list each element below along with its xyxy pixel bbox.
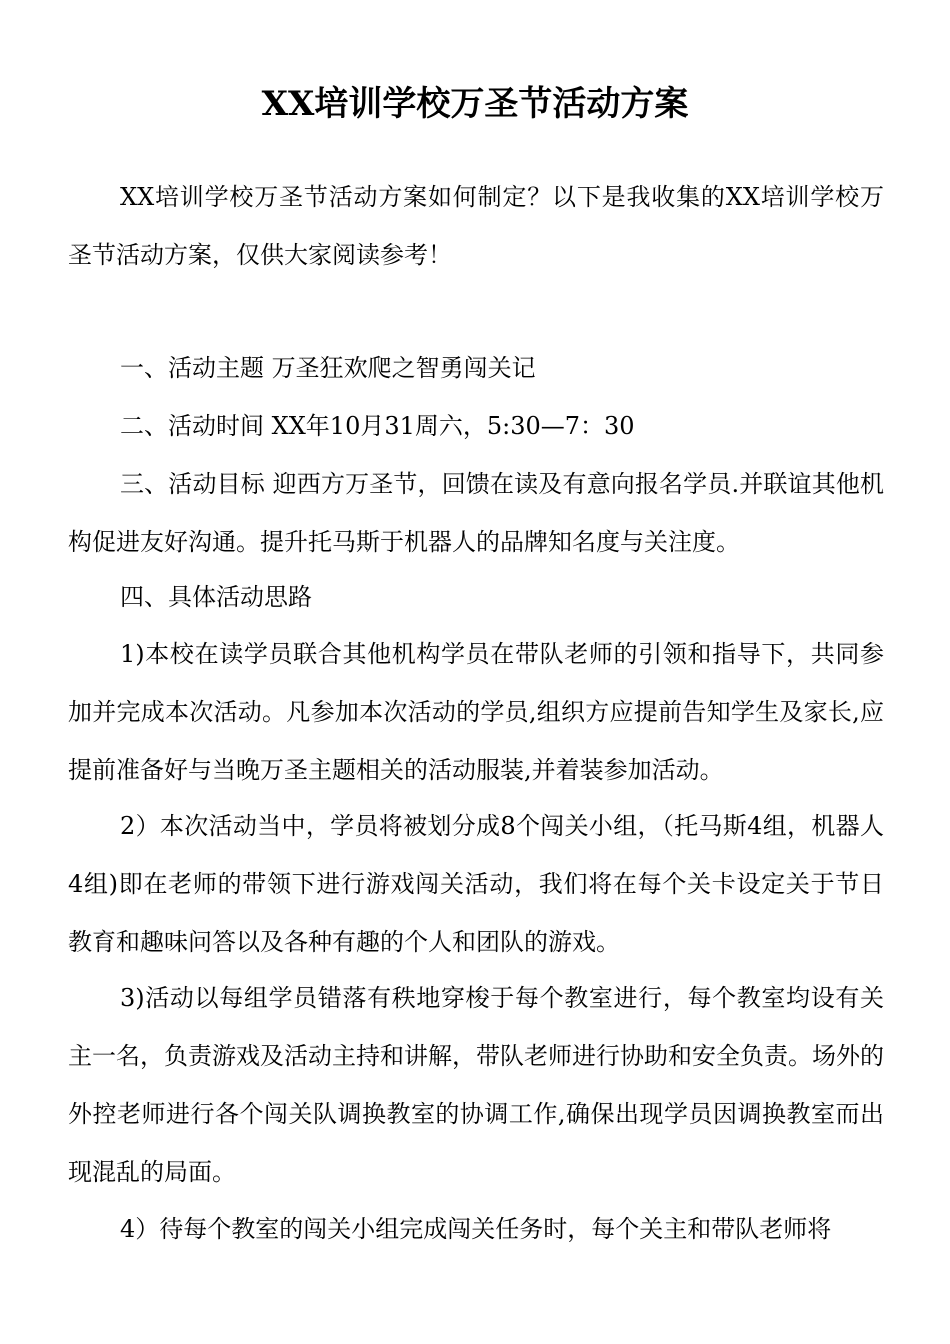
paragraph-item-1: 1)本校在读学员联合其他机构学员在带队老师的引领和指导下，共同参加并完成本次活动。凡参加本次活动的学员,组织方应提前告知学生及家长,应提前准备好与当晚万圣主题相关的活动服装,并着装参加活动。 xyxy=(68,640,884,784)
paragraph-activity-ideas-heading: 四、具体活动思路 xyxy=(120,583,312,611)
intro-paragraph: XX培训学校万圣节活动方案如何制定？以下是我收集的XX培训学校万圣节活动方案，仅供大家阅读参考！ xyxy=(68,183,884,269)
paragraph-activity-theme: 一、活动主题 万圣狂欢爬之智勇闯关记 xyxy=(120,354,536,382)
document-title: XX培训学校万圣节活动方案 xyxy=(261,84,689,124)
paragraph-activity-time: 二、活动时间 XX年10月31周六，5:30—7：30 xyxy=(120,412,635,440)
paragraph-item-3: 3)活动以每组学员错落有秩地穿梭于每个教室进行，每个教室均设有关主一名，负责游戏及活动主持和讲解，带队老师进行协助和安全负责。场外的外控老师进行各个闯关队调换教室的协调工作,确保出现学员因调换教室而出现混乱的局面。 xyxy=(68,984,884,1186)
paragraph-activity-goal: 三、活动目标 迎西方万圣节，回馈在读及有意向报名学员.并联谊其他机构促进友好沟通。提升托马斯于机器人的品牌知名度与关注度。 xyxy=(68,470,884,556)
paragraph-item-2: 2）本次活动当中，学员将被划分成8个闯关小组，（托马斯4组，机器人4组)即在老师的带领下进行游戏闯关活动，我们将在每个关卡设定关于节日教育和趣味问答以及各种有趣的个人和团队的游戏。 xyxy=(68,812,884,956)
paragraph-item-4: 4）待每个教室的闯关小组完成闯关任务时，每个关主和带队老师将 xyxy=(120,1215,832,1243)
